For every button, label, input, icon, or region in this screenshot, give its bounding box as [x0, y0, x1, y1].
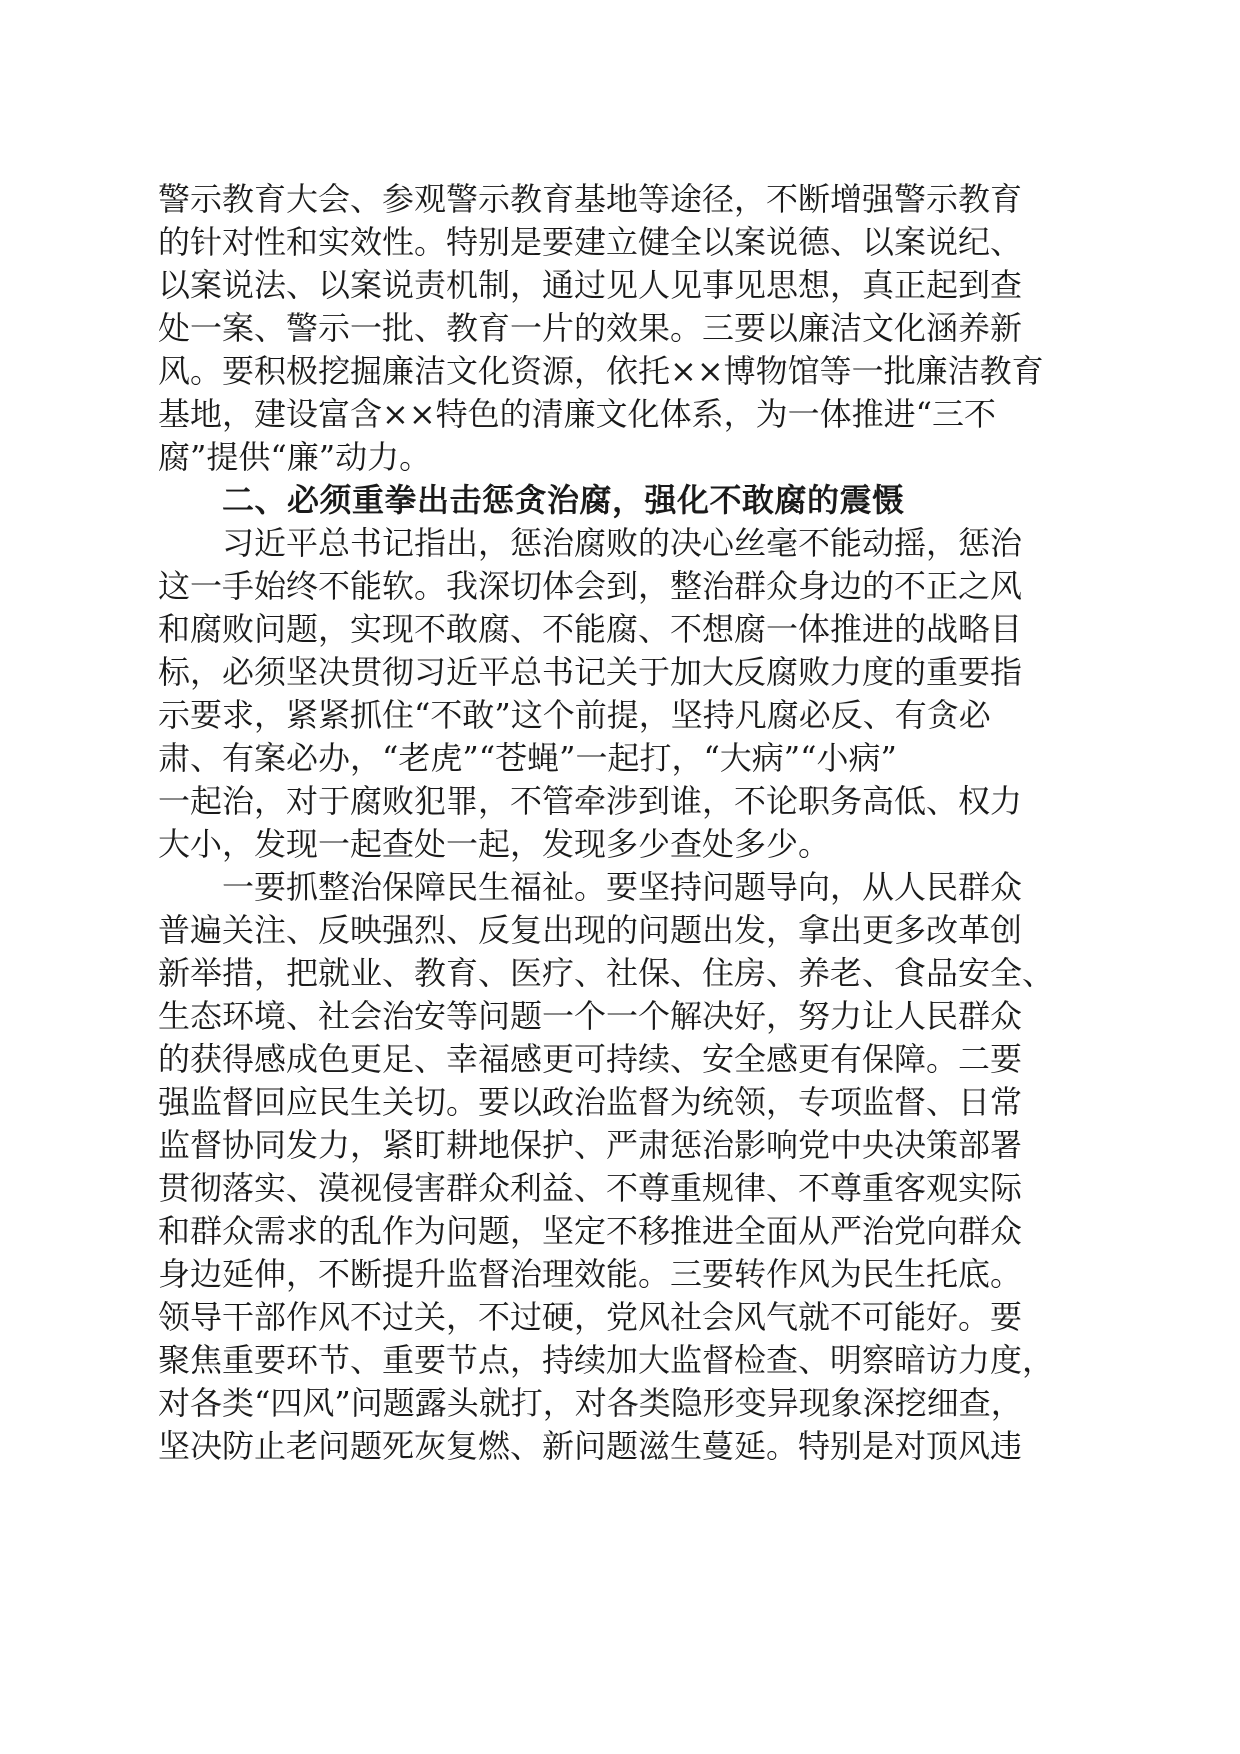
text-line: 习近平总书记指出，惩治腐败的决心丝毫不能动摇，惩治: [222, 524, 1023, 562]
paragraph-anti-corruption: [158, 522, 1088, 866]
text-line: 大小，发现一起查处一起，发现多少查处多少。: [158, 825, 831, 863]
text-line: 的针对性和实效性。特别是要建立健全以案说德、以案说纪、: [158, 223, 1023, 261]
paragraph-livelihood: [158, 866, 1088, 1468]
text-line: 标，必须坚决贯彻习近平总书记关于加大反腐败力度的重要指: [158, 653, 1023, 691]
text-line: 以案说法、以案说责机制，通过见人见事见思想，真正起到查: [158, 266, 1023, 304]
text-line: 领导干部作风不过关，不过硬，党风社会风气就不可能好。要: [158, 1298, 1023, 1336]
text-line: 的获得感成色更足、幸福感更可持续、安全感更有保障。二要: [158, 1040, 1023, 1078]
text-line: 风。要积极挖掘廉洁文化资源，依托××博物馆等一批廉洁教育: [158, 352, 1044, 390]
text-line: 新举措，把就业、教育、医疗、社保、住房、养老、食品安全、: [158, 954, 1055, 992]
text-line: 腐”提供“廉”动力。: [158, 438, 432, 476]
section-heading: 二、必须重拳出击惩贪治腐，强化不敢腐的震慑: [222, 481, 905, 519]
document-page: [158, 178, 1088, 1468]
text-line: 生态环境、社会治安等问题一个一个解决好，努力让人民群众: [158, 997, 1023, 1035]
text-line: 一要抓整治保障民生福祉。要坚持问题导向，从人民群众: [222, 868, 1023, 906]
text-line: 示要求，紧紧抓住“不敢”这个前提，坚持凡腐必反、有贪必: [158, 696, 991, 734]
paragraph-warning-education: [158, 178, 1088, 479]
text-line: 肃、有案必办，“老虎”“苍蝇”一起打，“大病”“小病”: [158, 739, 897, 777]
text-line: 警示教育大会、参观警示教育基地等途径，不断增强警示教育: [158, 180, 1023, 218]
text-line: 贯彻落实、漠视侵害群众利益、不尊重规律、不尊重客观实际: [158, 1169, 1023, 1207]
text-line: 和腐败问题，实现不敢腐、不能腐、不想腐一体推进的战略目: [158, 610, 1023, 648]
text-line: 普遍关注、反映强烈、反复出现的问题出发，拿出更多改革创: [158, 911, 1023, 949]
text-line: 和群众需求的乱作为问题，坚定不移推进全面从严治党向群众: [158, 1212, 1023, 1250]
text-line: 基地，建设富含××特色的清廉文化体系，为一体推进“三不: [158, 395, 996, 433]
text-line: 一起治，对于腐败犯罪，不管牵涉到谁，不论职务高低、权力: [158, 782, 1023, 820]
text-line: 聚焦重要环节、重要节点，持续加大监督检查、明察暗访力度，: [158, 1341, 1055, 1379]
text-line: 对各类“四风”问题露头就打，对各类隐形变异现象深挖细查，: [158, 1384, 1023, 1422]
text-line: 这一手始终不能软。我深切体会到，整治群众身边的不正之风: [158, 567, 1023, 605]
text-line: 监督协同发力，紧盯耕地保护、严肃惩治影响党中央决策部署: [158, 1126, 1023, 1164]
text-line: 处一案、警示一批、教育一片的效果。三要以廉洁文化涵养新: [158, 309, 1023, 347]
text-line: 坚决防止老问题死灰复燃、新问题滋生蔓延。特别是对顶风违: [158, 1427, 1023, 1465]
text-line: 强监督回应民生关切。要以政治监督为统领，专项监督、日常: [158, 1083, 1023, 1121]
text-line: 身边延伸，不断提升监督治理效能。三要转作风为民生托底。: [158, 1255, 1023, 1293]
